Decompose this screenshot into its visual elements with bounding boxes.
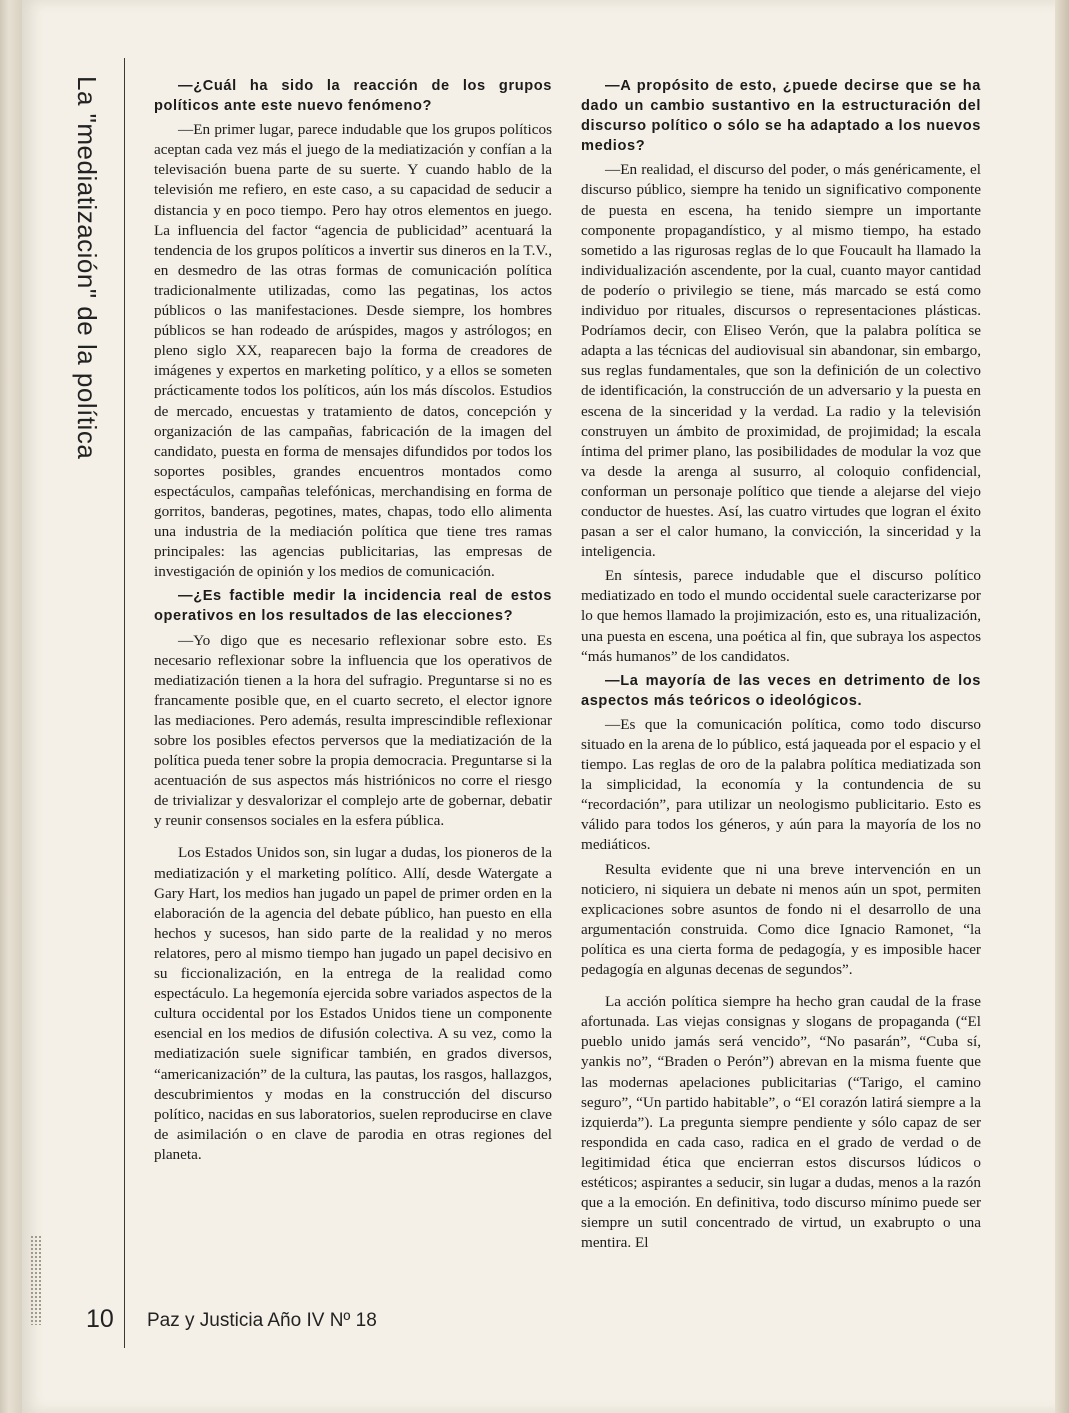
text-column-left	[154, 76, 552, 1169]
publication-footer: Paz y Justicia Año IV Nº 18	[147, 1310, 377, 1331]
answer-paragraph: —En realidad, el discurso del poder, o más genéricamente, el discurso público, siempre ha tenido un significativo componente de puesta en escena, ha tenido siempre un importante componente propagandístico, y al mismo tiempo, ha estado sometido a las rigurosas reglas de lo que Foucault ha llamado la individualización ascendente, por la cual, cuanto mayor cantidad de poderío o privilegio se tiene, más marcado se está como individuo por rituales, discursos o representaciones plásticas. Podríamos decir, con Eliseo Verón, que la palabra política se adapta a las técnicas del audiovisual sin abandonar, sin embargo, sus reglas fundamentales, que son la definición de un colectivo de identificación, la construcción de un adversario y la puesta en escena de la sinceridad y la verdad. La radio y la televisión construyen un ámbito de proximidad, de projimidad; la escala íntima del primer plano, las posibilidades de modular la voz que va desde la arenga al susurro, al coloquio confidencial, conforman un personaje político que tiende a alejarse del viejo conductor de huestes. Así, las cuatro virtudes que logran el éxito pasan a ser el calor humano, la convicción, la sinceridad y la inteligencia.	[581, 161, 981, 561]
page-number: 10	[86, 1305, 114, 1333]
margin-rule	[124, 58, 125, 1348]
interview-question: —La mayoría de las veces en detrimento de los aspectos más teóricos o ideológicos.	[581, 672, 981, 709]
answer-paragraph: —Yo digo que es necesario reflexionar sobre esto. Es necesario reflexionar sobre la influencia que los operativos de mediatización tienen a la hora del sufragio. Preguntarse si no es francamente posible que, en el cuarto secreto, el elector ignore las mediaciones. Pero además, resulta imprescindible reflexionar sobre los posibles efectos perversos que la mediatización de la política pueda tener sobre la propia democracia. Preguntarse si la acentuación de sus aspectos más histriónicos no corre el riesgo de trivializar y desvalorizar el complejo arte de gobernar, debatir y reunir consensos sociales en la esfera pública.	[154, 631, 552, 830]
interview-question: —¿Cuál ha sido la reacción de los grupos políticos ante este nuevo fenómeno?	[154, 78, 552, 115]
answer-paragraph: La acción política siempre ha hecho gran caudal de la frase afortunada. Las viejas consignas y slogans de propaganda (“El pueblo unido jamás será vencido”, “No pasarán”, “Cuba sí, yankis no”, “Braden o Perón”) abrevan en la misma fuente que las modernas apelaciones publicitarias (“Tarigo, el camino seguro”, “Un partido habitable”, o “El corazón latirá siempre a la izquierda”). La pregunta siempre pendiente y sólo capaz de ser respondida en cada caso, radica en el grado de verdad o de legitimidad ética que encierran estos discursos lúdicos o estéticos; aspirantes a seducir, sin lugar a dudas, menos a la razón que a la emoción. En definitiva, todo discurso mínimo puede ser siempre un sutil concentrado de virtud, un exabrupto o una mentira. El	[581, 993, 981, 1252]
running-title-text: La "mediatización" de la política	[72, 76, 102, 460]
interview-question: —A propósito de esto, ¿puede decirse que se ha dado un cambio sustantivo en la estructuración del discurso político o sólo se ha adaptado a los nuevos medios?	[581, 78, 981, 155]
answer-paragraph: —En primer lugar, parece indudable que los grupos políticos aceptan cada vez más el juego de la mediatización y confían a la televisación buena parte de su suerte. Y cuando hablo de la televisión me refiero, en este caso, a su capacidad de seducir a distancia y en poco tiempo. Pero hay otros elementos en juego. La influencia del factor “agencia de publicidad” acentuará la tendencia de los grupos políticos a invertir sus dineros en la T.V., en desmedro de las otras formas de comunicación política tradicionalmente utilizadas, como las pegatinas, los actos públicos o las manifestaciones. Desde siempre, los hombres públicos se han rodeado de arúspides, magos y astrólogos; en pleno siglo XX, reaparecen bajo la forma de creadores de imágenes y expertos en marketing político, y a ellos se someten prácticamente todos los políticos, aún los más díscolos. Estudios de mercado, encuestas y tratamiento de datos, concepción y organización de las campañas, fabricación de la imagen del candidato, puesta en forma de mensajes difundidos por todos los soportes posibles, grandes encuentros montados como espectáculos, campañas telefónicas, merchandising en forma de gorritos, banderas, pegotines, mates, chapas, todo ello alimenta una industria de la mediación política que tiene tres ramas principales: las agencias publicitarias, las empresas de investigación de opinión y los medios de comunicación.	[154, 121, 552, 581]
interview-question: —¿Es factible medir la incidencia real de estos operativos en los resultados de las elecciones?	[154, 588, 552, 625]
answer-paragraph: Resulta evidente que ni una breve intervención en un noticiero, ni siquiera un debate ni menos aún un spot, permiten explicaciones sobre asuntos de fondo ni el desarrollo de una argumentación construida. Como dice Ignacio Ramonet, “la política es una cierta forma de pedagogía, y es imposible hacer pedagogía en algunas decenas de segundos”.	[581, 860, 981, 979]
answer-paragraph: En síntesis, parece indudable que el discurso político mediatizado en todo el mundo occidental suele caracterizarse por lo que hemos llamado la projimización, esto es, una ritualización, una puesta en escena, una poética al fin, que subraya los aspectos “más humanos” de los candidatos.	[581, 567, 981, 665]
answer-paragraph: —Es que la comunicación política, como todo discurso situado en la arena de lo público, está jaqueada por el espacio y el tiempo. Las reglas de oro de la palabra política mediatizada son la simplicidad, la economía y la contundencia de su “recordación”, para utilizar un neologismo publicitario. Esto es válido para todos los géneros, y aún para la mayoría de los no mediáticos.	[581, 715, 981, 854]
page-edge-right	[1055, 0, 1069, 1413]
text-column-right	[581, 76, 981, 1257]
running-title	[64, 76, 104, 460]
page-edge-left	[0, 0, 22, 1413]
answer-paragraph: Los Estados Unidos son, sin lugar a dudas, los pioneros de la mediatización y el marketing político. Allí, desde Watergate a Gary Hart, los medios han jugado un papel de primer orden en la elaboración de la agencia del debate público, han puesto en ella hechos y sucesos, han sido parte de la realidad y no meros relatores, pero al mismo tiempo han jugado un papel decisivo en su ficcionalización, en la entrega de la realidad como espectáculo. La hegemonía ejercida sobre variados aspectos de la cultura occidental por los Estados Unidos tiene un componente esencial en los medios de difusión colectiva. A su vez, como la mediatización suele significar también, en grados diversos, “americanización” de la cultura, las pautas, los rasgos, hallazgos, descubrimientos y modas en la construcción del discurso político, nacidas en sus laboratorios, suelen reproducirse en clave de asimilación o en clave de parodia en otras regiones del planeta.	[154, 844, 552, 1163]
binding-dots	[30, 1235, 42, 1325]
